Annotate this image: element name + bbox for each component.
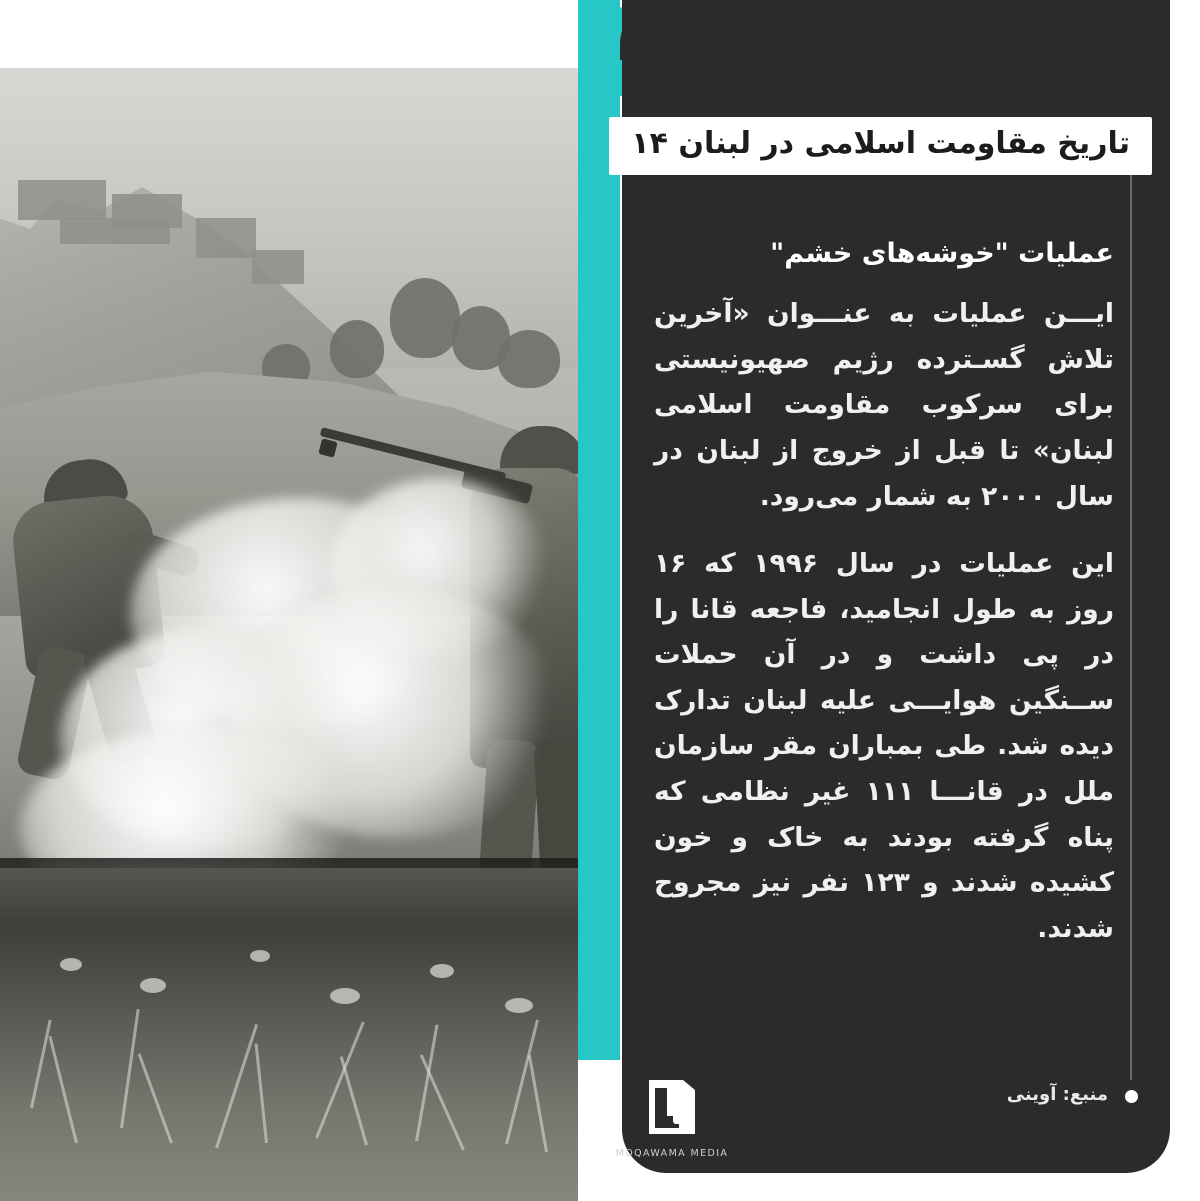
source-bullet-dot — [1125, 1090, 1138, 1103]
photo-rock — [140, 978, 166, 993]
photo-rock — [430, 964, 454, 978]
article-paragraph: این عملیات در سال ۱۹۹۶ که ۱۶ روز به طول انجامید، فاجعه قانا را در پی داشت و در آن حملات ســنگین هوایـــی علیه لبنان تدارک دیده شد. طی بمباران مقر سازمان ملل در قانـــا ۱۱۱ غیر نظامی که پناه گرفته بودند به خاک و خون کشیده شدند و ۱۲۳ نفر نیز مجروح شدند. — [654, 548, 1115, 944]
photo-rock — [250, 950, 270, 962]
war-photo — [0, 68, 578, 1201]
photo-straw — [30, 1020, 52, 1109]
article-body — [654, 232, 1114, 973]
photo-rock — [60, 958, 82, 971]
photo-tree — [498, 330, 560, 388]
photo-rock — [330, 988, 360, 1004]
photo-straw — [215, 1024, 258, 1149]
article-paragraph: ایـــن عملیات به عنـــوان «آخرین تلاش گسـترده رژیم صهیونیستی برای سرکوب مقاومت اسلامی لبنان» تا قبل از خروج از لبنان در سال ۲۰۰۰ به شمار می‌رود. — [654, 298, 1114, 512]
photo-straw — [255, 1043, 268, 1143]
photo-ruin — [252, 250, 304, 284]
content-card — [622, 0, 1170, 1173]
photo-rock — [505, 998, 533, 1013]
photo-top-margin — [0, 0, 578, 68]
photo-ground — [0, 868, 578, 1201]
photo-ruin — [18, 180, 106, 220]
article-lead: عملیات "خوشه‌های خشم" — [770, 238, 1114, 269]
brand-logo — [612, 1076, 732, 1159]
photo-ruin — [112, 194, 182, 228]
page-title: تاریخ مقاومت اسلامی در لبنان ۱۴ — [631, 126, 1130, 161]
photo-panel — [0, 0, 578, 1201]
photo-straw — [420, 1054, 465, 1150]
photo-straw — [138, 1053, 173, 1143]
card-side-rule — [1130, 150, 1132, 1080]
source-label: منبع: آوینی — [1006, 1084, 1108, 1105]
title-ribbon — [609, 117, 1152, 175]
photo-straw — [528, 1055, 548, 1152]
photo-ruin — [196, 218, 256, 258]
brand-name: MOQAWAMA MEDIA — [615, 1148, 729, 1159]
photo-tree — [390, 278, 460, 358]
fist-logo-icon — [643, 1076, 701, 1140]
photo-straw — [120, 1009, 140, 1128]
photo-straw — [48, 1036, 78, 1143]
photo-straw — [340, 1056, 368, 1145]
photo-tree — [330, 320, 384, 378]
